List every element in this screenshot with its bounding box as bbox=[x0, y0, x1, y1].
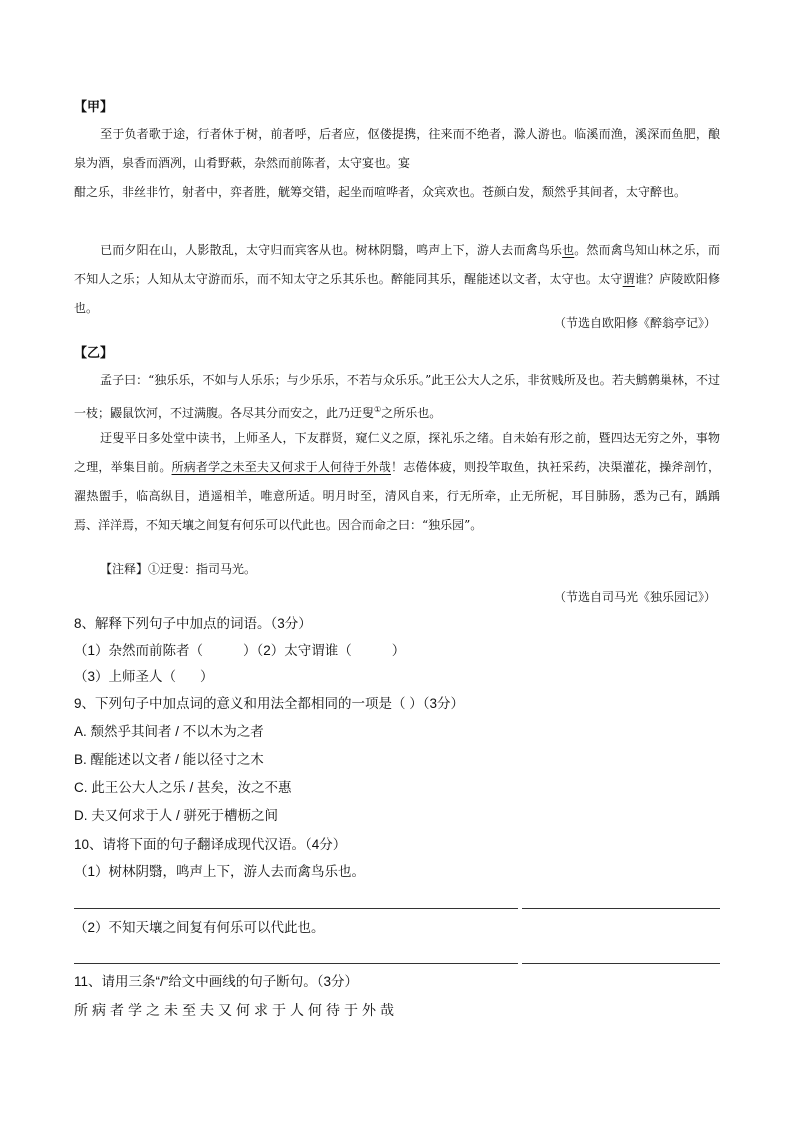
answer-line[interactable] bbox=[522, 908, 720, 909]
passage-yi-heading: 【乙】 bbox=[74, 346, 114, 361]
passage-jia-paragraph-2: 酣之乐，非丝非竹，射者中，弈者胜，觥筹交错，起坐而喧哗者，众宾欢也。苍颜白发，颓然乎其间者，太守醉也。 bbox=[74, 185, 687, 199]
question-8: 8、解释下列句子中加点的词语。（3分） bbox=[74, 616, 312, 631]
question-8-items-row1: （1）杂然而前陈者（ ）（2）太守谓谁（ ） bbox=[74, 643, 406, 658]
question-9-option-c: C. 此王公大人之乐 / 甚矣，汝之不惠 bbox=[74, 780, 292, 795]
passage-jia-paragraph-3: 已而夕阳在山，人影散乱，太守归而宾客从也。树林阴翳，鸣声上下，游人去而禽鸟乐也。然而禽鸟知山林之乐，而不知人之乐；人知从太守游而乐，而不知太守之乐其乐也。醉能同其乐，醒能述以文者，太守也。太守谓谁？庐陵欧阳修也。 bbox=[74, 243, 720, 315]
question-10-item-2: （2）不知天壤之间复有何乐可以代此也。 bbox=[74, 920, 325, 935]
question-11: 11、请用三条“/”给文中画线的句子断句。（3分） bbox=[74, 974, 359, 989]
question-11-sentence: 所病者学之未至夫又何求于人何待于外哉 bbox=[74, 1002, 398, 1018]
passage-yi-paragraph-2: 迂叟平日多处堂中读书，上师圣人，下友群贤，窥仁义之原，探礼乐之绪。自未始有形之前，暨四达无穷之外，事物之理，举集目前。所病者学之未至夫又何求于人何待于外哉！志倦体疲，则投竿取鱼，执衽采药，决渠灌花，操斧剖竹，濯热盥手，临高纵目，逍遥相羊，唯意所适。明月时至，清风自来，行无所牵，止无所柅，耳目肺肠，悉为己有，踽踽焉、洋洋焉，不知天壤之间复有何乐可以代此也。因合而命之曰：“独乐园”。 bbox=[74, 431, 720, 532]
underlined-word: 也 bbox=[562, 243, 575, 257]
passage-yi-source: （节选自司马光《独乐园记》） bbox=[553, 590, 716, 604]
passage-jia-paragraph-1: 至于负者歌于途，行者休于树，前者呼，后者应，伛偻提携，往来而不绝者，滁人游也。临溪而渔，溪深而鱼肥，酿泉为酒，泉香而酒冽，山肴野蔌，杂然而前陈者，太守宴也。宴 bbox=[74, 127, 720, 170]
answer-line[interactable] bbox=[522, 963, 720, 964]
passage-yi-paragraph-1: 孟子曰：“独乐乐，不如与人乐乐；与少乐乐，不若与众乐乐。”此王公大人之乐，非贫贱所及也。若夫鹪鹩巢林，不过一枝；鼹鼠饮河，不过满腹。各尽其分而安之，此乃迂叟①之所乐也。 bbox=[74, 373, 720, 420]
underlined-word: 谓 bbox=[622, 272, 635, 286]
answer-line[interactable] bbox=[74, 908, 518, 909]
passage-jia-source: （节选自欧阳修《醉翁亭记》） bbox=[553, 316, 716, 330]
question-9: 9、下列句子中加点词的意义和用法全都相同的一项是（ ）（3分） bbox=[74, 696, 465, 711]
passage-jia-heading: 【甲】 bbox=[74, 100, 114, 115]
question-9-option-a: A. 颓然乎其间者 / 不以木为之者 bbox=[74, 724, 264, 739]
question-9-option-b: B. 醒能述以文者 / 能以径寸之木 bbox=[74, 752, 264, 767]
passage-yi-note: 【注释】①迂叟：指司马光。 bbox=[100, 562, 257, 576]
note-marker: ① bbox=[374, 405, 382, 414]
answer-line[interactable] bbox=[74, 963, 518, 964]
question-10: 10、请将下面的句子翻译成现代汉语。（4分） bbox=[74, 837, 347, 852]
question-9-option-d: D. 夫又何求于人 / 骈死于槽枥之间 bbox=[74, 808, 279, 823]
question-8-items-row2: （3）上师圣人（ ） bbox=[74, 669, 214, 684]
question-10-item-1: （1）树林阴翳，鸣声上下，游人去而禽鸟乐也。 bbox=[74, 864, 366, 879]
underlined-sentence: 所病者学之未至夫又何求于人何待于外哉 bbox=[171, 460, 391, 474]
